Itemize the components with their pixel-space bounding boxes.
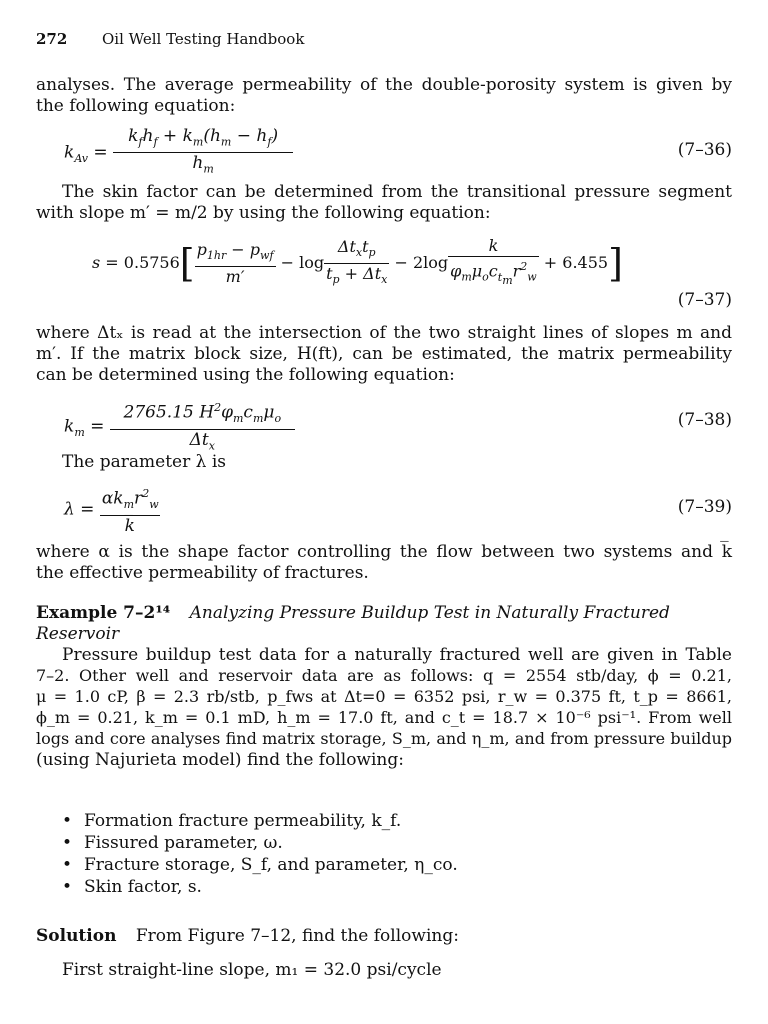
solution-text: From Figure 7–12, find the following: xyxy=(135,926,459,946)
list-item: • Fracture storage, S_f, and parameter, η_co. xyxy=(62,855,458,875)
equation-number: (7–38) xyxy=(677,410,732,430)
paragraph-line: The skin factor can be determined from the transitional pressure segment xyxy=(62,182,732,202)
equation-7-38: $k_m$ = $\frac{2765.15 H^2\varphi_mc_m\mu_o}{\Delta t_x}$ xyxy=(64,398,295,456)
paragraph-line: with slope m′ = m/2 by using the following equation: xyxy=(36,203,491,223)
example-body-line: μ = 1.0 cP, β = 2.3 rb/stb, p_fws at Δt=0 = 6352 psi, r_w = 0.375 ft, t_p = 8661, xyxy=(36,687,732,706)
solution-label: Solution xyxy=(36,926,117,946)
solution-line: First straight-line slope, m₁ = 32.0 psi/cycle xyxy=(62,960,442,980)
paragraph-line: analyses. The average permeability of the double-porosity system is given by xyxy=(36,75,732,95)
paragraph-line: the effective permeability of fractures. xyxy=(36,563,369,583)
paragraph-line: the following equation: xyxy=(36,96,236,116)
example-body-line: Pressure buildup test data for a naturally fractured well are given in Table xyxy=(62,645,732,665)
paragraph-line: The parameter λ is xyxy=(62,452,226,472)
equation-7-37: s = 0.5756[ $\frac{p_{1hr} - p_{wf}}{m'}$ − log $\frac{\Delta t_xt_p}{t_p + \Delta t_x}$ − 2log $\frac{k}{\varphi_m\mu_oc_{t_m}r^2_w}$ + 6.455] xyxy=(92,236,623,287)
paragraph-line: where α is the shape factor controlling the flow between two systems and k̅ xyxy=(36,542,732,562)
solution-heading xyxy=(36,926,459,946)
list-item: • Fissured parameter, ω. xyxy=(62,833,283,853)
paragraph-line: can be determined using the following equation: xyxy=(36,365,455,385)
running-header-title: Oil Well Testing Handbook xyxy=(102,30,305,48)
list-item: • Skin factor, s. xyxy=(62,877,202,897)
equation-number: (7–36) xyxy=(677,140,732,160)
example-title-continued: Reservoir xyxy=(36,624,120,644)
paragraph-line: where Δtₓ is read at the intersection of the two straight lines of slopes m and xyxy=(36,323,732,343)
equation-number: (7–37) xyxy=(677,290,732,310)
example-heading xyxy=(36,603,732,623)
example-body-line: (using Najurieta model) find the following: xyxy=(36,750,404,770)
paragraph-line: m′. If the matrix block size, H(ft), can be estimated, the matrix permeability xyxy=(36,344,732,364)
equation-number: (7–39) xyxy=(677,497,732,517)
example-body-line: 7–2. Other well and reservoir data are as follows: q = 2554 stb/day, ϕ = 0.21, xyxy=(36,666,732,685)
equation-7-36: $k_{Av}$ = $\frac{k_fh_f + k_m(h_m - h_f)}{h_m}$ xyxy=(64,126,293,180)
example-body-line: ϕ_m = 0.21, k_m = 0.1 mD, h_m = 17.0 ft, and c_t = 18.7 × 10⁻⁶ psi⁻¹. From well xyxy=(36,708,732,727)
example-title: Analyzing Pressure Buildup Test in Naturally Fractured xyxy=(189,603,670,623)
list-item: • Formation fracture permeability, k_f. xyxy=(62,811,402,831)
page-number: 272 xyxy=(36,30,68,48)
requirements-list xyxy=(62,811,458,899)
example-body-line: logs and core analyses find matrix storage, S_m, and η_m, and from pressure buildup xyxy=(36,729,732,748)
example-label: Example 7–2¹⁴ xyxy=(36,603,171,623)
equation-7-39: λ = $\frac{\alpha k_mr^2_w}{k̅}$ xyxy=(64,484,160,536)
